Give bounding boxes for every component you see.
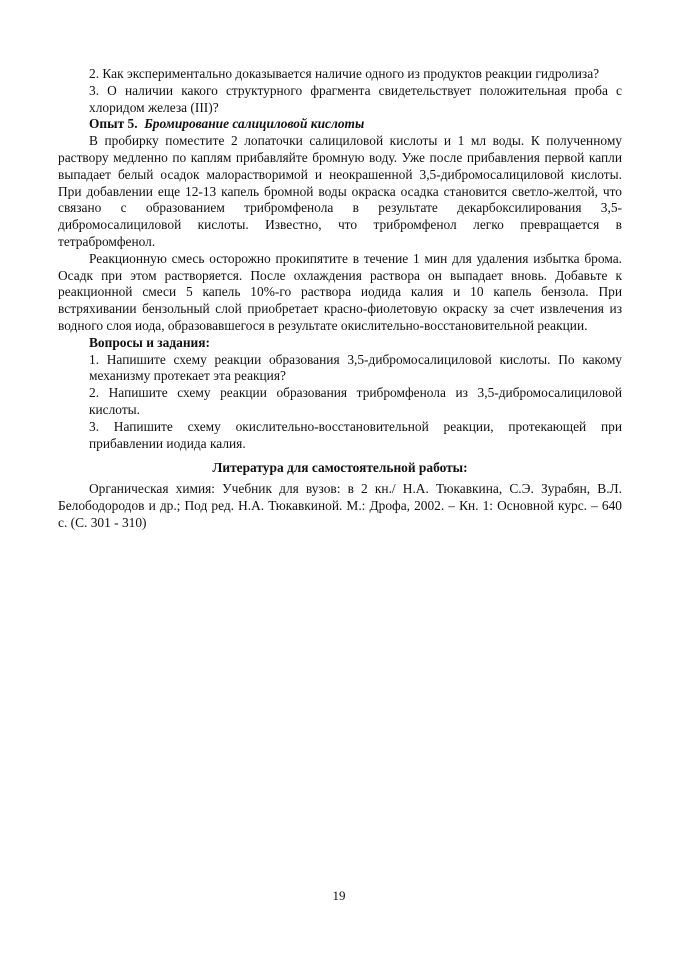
literature-heading: Литература для самостоятельной работы: <box>212 460 468 476</box>
page-content <box>58 66 622 532</box>
question-item: 2. Как экспериментально доказывается наличие одного из продуктов реакции гидролиза? <box>89 66 600 81</box>
body-paragraph: Реакционную смесь осторожно прокипятите в течение 1 мин для удаления избытка брома. Осадк при этом растворяется. После охлаждения раствора он выпадает вновь. Добавьте к реакционной смеси 5 капель 10%-го раствора иодида калия и 10 капель бензола. При встряхивании бензольный слой приобретает красно-фиолетовую окраску за счет извлечения из водного слоя иода, образовавшегося в результате окислительно-восстановительной реакции. <box>58 250 622 333</box>
page-number: 19 <box>332 888 346 903</box>
question-item: 1. Напишите схему реакции образования 3,5-дибромосалициловой кислоты. По какому механизму протекает эта реакция? <box>89 351 622 384</box>
experiment-title: Бромирование салициловой кислоты <box>144 116 365 132</box>
question-item: 3. О наличии какого структурного фрагмента свидетельствует положительная проба с хлоридом железа (III)? <box>89 82 622 115</box>
literature-reference: Органическая химия: Учебник для вузов: в 2 кн./ Н.А. Тюкавкина, С.Э. Зурабян, В.Л. Белободородов и др.; Под ред. Н.А. Тюкавкиной. М.: Дрофа, 2002. – Кн. 1: Основной курс. – 640 с. (С. 301 - 310) <box>58 481 622 530</box>
body-paragraph: В пробирку поместите 2 лопаточки салициловой кислоты и 1 мл воды. К полученному раствору медленно по каплям прибавляйте бромную воду. Уже после прибавления первой капли выпадает белый осадок малорастворимой и неокрашенной 3,5-дибромосалициловой кислоты. При добавлении еще 12-13 капель бромной воды окраска осадка становится светло-желтой, что связано с образованием трибромфенола в результате декарбоксилирования 3,5-дибромосалициловой кислоты. Известно, что трибромфенол легко превращается в тетрабромфенол. <box>58 133 622 249</box>
question-item: 3. Напишите схему окислительно-восстановительной реакции, протекающей при прибавлении иодида калия. <box>89 418 622 451</box>
experiment-number: Опыт 5. <box>89 116 138 132</box>
experiment-heading <box>58 116 622 133</box>
question-item: 2. Напишите схему реакции образования трибромфенола из 3,5-дибромосалициловой кислоты. <box>89 385 622 417</box>
questions-heading: Вопросы и задания: <box>89 334 210 350</box>
